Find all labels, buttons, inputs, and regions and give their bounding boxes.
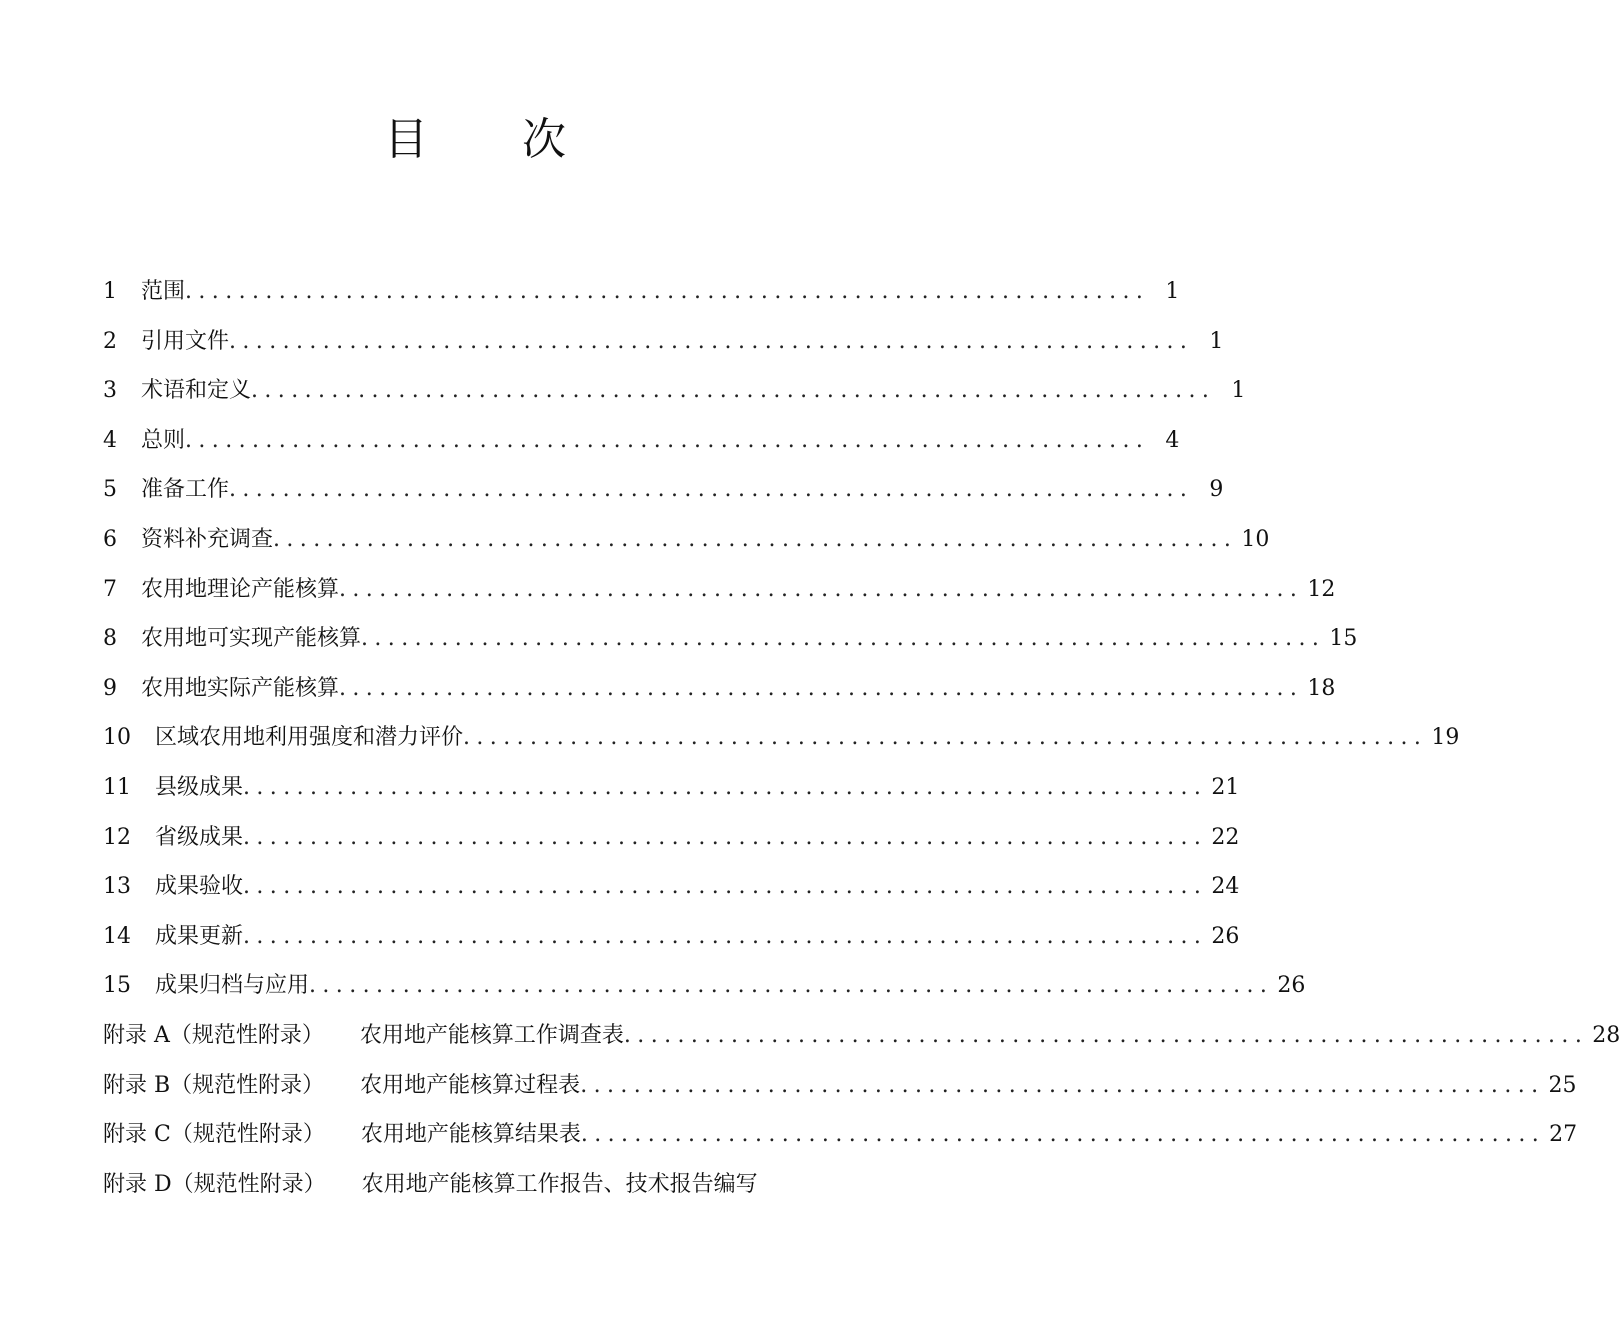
toc-entry-number: 8 [103, 626, 117, 652]
toc-appendix-prefix: 附录 C（规范性附录） [103, 1122, 325, 1148]
toc-entry[interactable] [103, 369, 1246, 419]
toc-entry[interactable] [103, 667, 1336, 717]
toc-leader-dots: ........................................................................ [185, 279, 1150, 304]
toc-entry-page: 1 [1231, 378, 1246, 404]
toc-entry-title: 引用文件 [141, 328, 230, 354]
toc-leader-dots: ........................................................................ [309, 973, 1274, 999]
toc-entry-title: 农用地可实现产能核算 [141, 626, 362, 652]
toc-leader-dots: ........................................................................ [361, 626, 1326, 652]
toc-leader-dots: ........................................................................ [243, 874, 1208, 900]
toc-leader-dots: ........................................................................ [339, 675, 1304, 701]
toc-leader-dots: ........................................................................ [243, 824, 1208, 850]
toc-entry-page: 28 [1592, 1022, 1620, 1048]
toc-entry-title: 县级成果 [155, 774, 244, 800]
toc-entry-title: 农用地理论产能核算 [141, 576, 340, 602]
toc-entry-title: 成果归档与应用 [155, 973, 310, 999]
toc-appendix-entry[interactable] [103, 1113, 1578, 1163]
toc-entry-number: 6 [103, 526, 117, 552]
toc-entry[interactable] [103, 915, 1240, 965]
toc-appendix-entry[interactable] [103, 1014, 1620, 1064]
toc-entry[interactable] [103, 518, 1270, 568]
toc-appendix-prefix: 附录 A（规范性附录） [103, 1022, 324, 1048]
toc-entry[interactable] [103, 468, 1224, 518]
toc-entry-title: 总则 [141, 427, 186, 453]
toc-entry-number: 15 [103, 973, 131, 999]
toc-entry-number: 1 [103, 279, 117, 304]
toc-leader-dots: ........................................................................ [229, 477, 1194, 503]
toc-entry-page: 12 [1307, 576, 1336, 602]
toc-leader-dots: ........................................................................ [580, 1122, 1546, 1148]
toc-entry-title: 准备工作 [141, 477, 230, 503]
toc-appendix-prefix: 附录 D（规范性附录） [103, 1171, 326, 1197]
toc-entry-title: 农用地产能核算过程表 [360, 1072, 581, 1098]
toc-entry-title: 术语和定义 [141, 378, 252, 404]
toc-entry[interactable] [103, 419, 1180, 469]
toc-entry-page: 26 [1277, 973, 1306, 999]
toc-entry[interactable] [103, 270, 1180, 320]
table-of-contents [103, 270, 1620, 1212]
page-title: 目 次 [384, 114, 606, 165]
toc-leader-dots: ........................................................................ [243, 923, 1208, 949]
toc-leader-dots: ........................................................................ [463, 725, 1428, 751]
toc-entry-number: 3 [103, 378, 117, 404]
toc-entry[interactable] [103, 964, 1306, 1014]
toc-entry-page: 10 [1241, 526, 1270, 552]
toc-entry-title: 范围 [141, 279, 186, 304]
toc-entry-page: 25 [1548, 1072, 1577, 1098]
toc-entry-title: 区域农用地利用强度和潜力评价 [155, 725, 464, 751]
toc-entry-number: 14 [103, 923, 131, 949]
toc-leader-dots: ........................................................................ [185, 427, 1150, 453]
toc-appendix-prefix: 附录 B（规范性附录） [103, 1072, 325, 1098]
toc-entry[interactable] [103, 716, 1460, 766]
toc-entry-number: 7 [103, 576, 117, 602]
toc-entry-title: 农用地产能核算工作报告、技术报告编写 [361, 1171, 758, 1197]
toc-entry[interactable] [103, 766, 1240, 816]
toc-entry-title: 资料补充调查 [141, 526, 274, 552]
toc-appendix-entry[interactable] [103, 1064, 1577, 1114]
toc-entry-page: 18 [1307, 675, 1336, 701]
toc-entry-page: 19 [1431, 725, 1460, 751]
toc-entry-page: 1 [1209, 328, 1224, 354]
toc-entry[interactable] [103, 865, 1240, 915]
toc-leader-dots: ........................................................................ [251, 378, 1216, 404]
toc-entry[interactable] [103, 568, 1336, 618]
toc-appendix-entry[interactable] [103, 1163, 858, 1213]
toc-entry-page: 15 [1329, 626, 1358, 652]
toc-entry-title: 农用地产能核算结果表 [360, 1122, 581, 1148]
toc-entry-page: 27 [1549, 1122, 1578, 1148]
toc-entry-page: 21 [1211, 774, 1240, 800]
toc-leader-dots: ........................................................................ [580, 1072, 1545, 1098]
toc-entry[interactable] [103, 320, 1224, 370]
toc-leader-dots: ........................................................................ [243, 774, 1208, 800]
toc-entry-title: 成果验收 [155, 874, 244, 900]
toc-entry-page: 4 [1165, 427, 1180, 453]
toc-entry-number: 12 [103, 824, 131, 850]
toc-entry-page: 24 [1211, 874, 1240, 900]
toc-entry-number: 10 [103, 725, 131, 751]
toc-leader-dots: ........................................................................ [229, 328, 1194, 354]
toc-entry[interactable] [103, 816, 1240, 866]
toc-entry-title: 农用地实际产能核算 [141, 675, 340, 701]
toc-entry-page: 1 [1165, 279, 1180, 304]
toc-entry-number: 5 [103, 477, 117, 503]
toc-leader-dots: ........................................................................ [339, 576, 1304, 602]
toc-entry-title: 成果更新 [155, 923, 244, 949]
toc-entry-page: 26 [1211, 923, 1240, 949]
toc-entry-page: 22 [1211, 824, 1240, 850]
toc-leader-dots: ........................................................................ [273, 526, 1238, 552]
toc-entry-page: 9 [1209, 477, 1224, 503]
toc-entry-title: 省级成果 [155, 824, 244, 850]
toc-entry[interactable] [103, 617, 1358, 667]
toc-leader-dots: ........................................................................ [623, 1022, 1589, 1048]
toc-entry-number: 9 [103, 675, 117, 701]
toc-entry-number: 2 [103, 328, 117, 354]
toc-entry-number: 11 [103, 774, 131, 800]
toc-entry-number: 13 [103, 874, 131, 900]
toc-entry-number: 4 [103, 427, 117, 453]
toc-entry-title: 农用地产能核算工作调查表 [359, 1022, 624, 1048]
